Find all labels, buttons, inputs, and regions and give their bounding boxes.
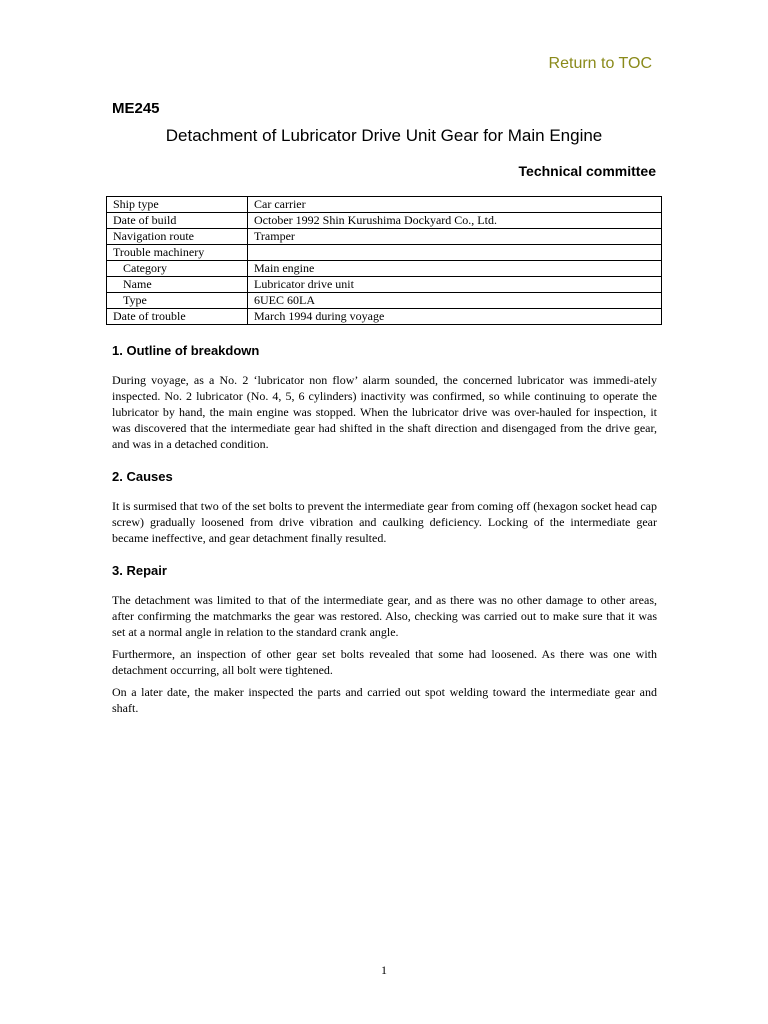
row-value-name: Lubricator drive unit (248, 277, 662, 293)
row-value-type: 6UEC 60LA (248, 293, 662, 309)
row-label-ship-type: Ship type (107, 197, 248, 213)
table-row (107, 293, 662, 309)
row-label-date-of-trouble: Date of trouble (107, 309, 248, 325)
table-row (107, 245, 662, 261)
section-heading: 1. Outline of breakdown (112, 343, 260, 358)
section-paragraph: Furthermore, an inspection of other gear set bolts revealed that some had loosened. As there was one with detachment occurring, all bolt were tightened. (112, 647, 657, 677)
section-outline-of-breakdown (112, 343, 657, 458)
row-value-navigation-route: Tramper (248, 229, 662, 245)
document-id: ME245 (112, 100, 160, 117)
table-row (107, 309, 662, 325)
author-line: Technical committee (518, 163, 656, 179)
table-row (107, 261, 662, 277)
section-heading: 2. Causes (112, 469, 173, 484)
table-row (107, 197, 662, 213)
row-value-trouble-machinery (248, 245, 662, 261)
section-repair (112, 563, 657, 722)
page-title: Detachment of Lubricator Drive Unit Gear for Main Engine (165, 126, 603, 145)
row-value-ship-type: Car carrier (248, 197, 662, 213)
row-value-date-of-build: October 1992 Shin Kurushima Dockyard Co., Ltd. (248, 213, 662, 229)
row-label-type: Type (107, 293, 248, 309)
table-row (107, 213, 662, 229)
section-heading: 3. Repair (112, 563, 167, 578)
section-paragraph: It is surmised that two of the set bolts to prevent the intermediate gear from coming off (hexagon socket head cap screw) gradually loosened from drive vibration and caulking deficiency. Locking of the intermediate gear became ineffective, and gear detachment finally resulted. (112, 499, 657, 545)
row-label-trouble-machinery: Trouble machinery (107, 245, 248, 261)
ship-info-table (106, 196, 662, 325)
section-causes (112, 469, 657, 552)
row-label-navigation-route: Navigation route (107, 229, 248, 245)
row-label-date-of-build: Date of build (107, 213, 248, 229)
table-row (107, 229, 662, 245)
row-value-date-of-trouble: March 1994 during voyage (248, 309, 662, 325)
section-paragraph: On a later date, the maker inspected the parts and carried out spot welding toward the intermediate gear and shaft. (112, 685, 657, 715)
table-row (107, 277, 662, 293)
row-value-category: Main engine (248, 261, 662, 277)
row-label-name: Name (107, 277, 248, 293)
return-to-toc-link[interactable]: Return to TOC (548, 55, 652, 72)
section-paragraph: The detachment was limited to that of the intermediate gear, and as there was no other damage to other areas, after confirming the matchmarks the gear was restored. Also, checking was carried out to make sure that it was set at a normal angle in relation to the standard crank angle. (112, 593, 657, 639)
section-paragraph: During voyage, as a No. 2 ‘lubricator non flow’ alarm sounded, the concerned lubricator was immedi-ately inspected. No. 2 lubricator (No. 4, 5, 6 cylinders) inactivity was confirmed, so while continuing to operate the lubricator by hand, the main engine was stopped. When the lubricator drive was over-hauled for inspection, it was discovered that the intermediate gear had shifted in the shaft direction and disengaged from the drive gear, and was in a detached condition. (112, 373, 657, 451)
page-number: 1 (381, 963, 387, 977)
row-label-category: Category (107, 261, 248, 277)
